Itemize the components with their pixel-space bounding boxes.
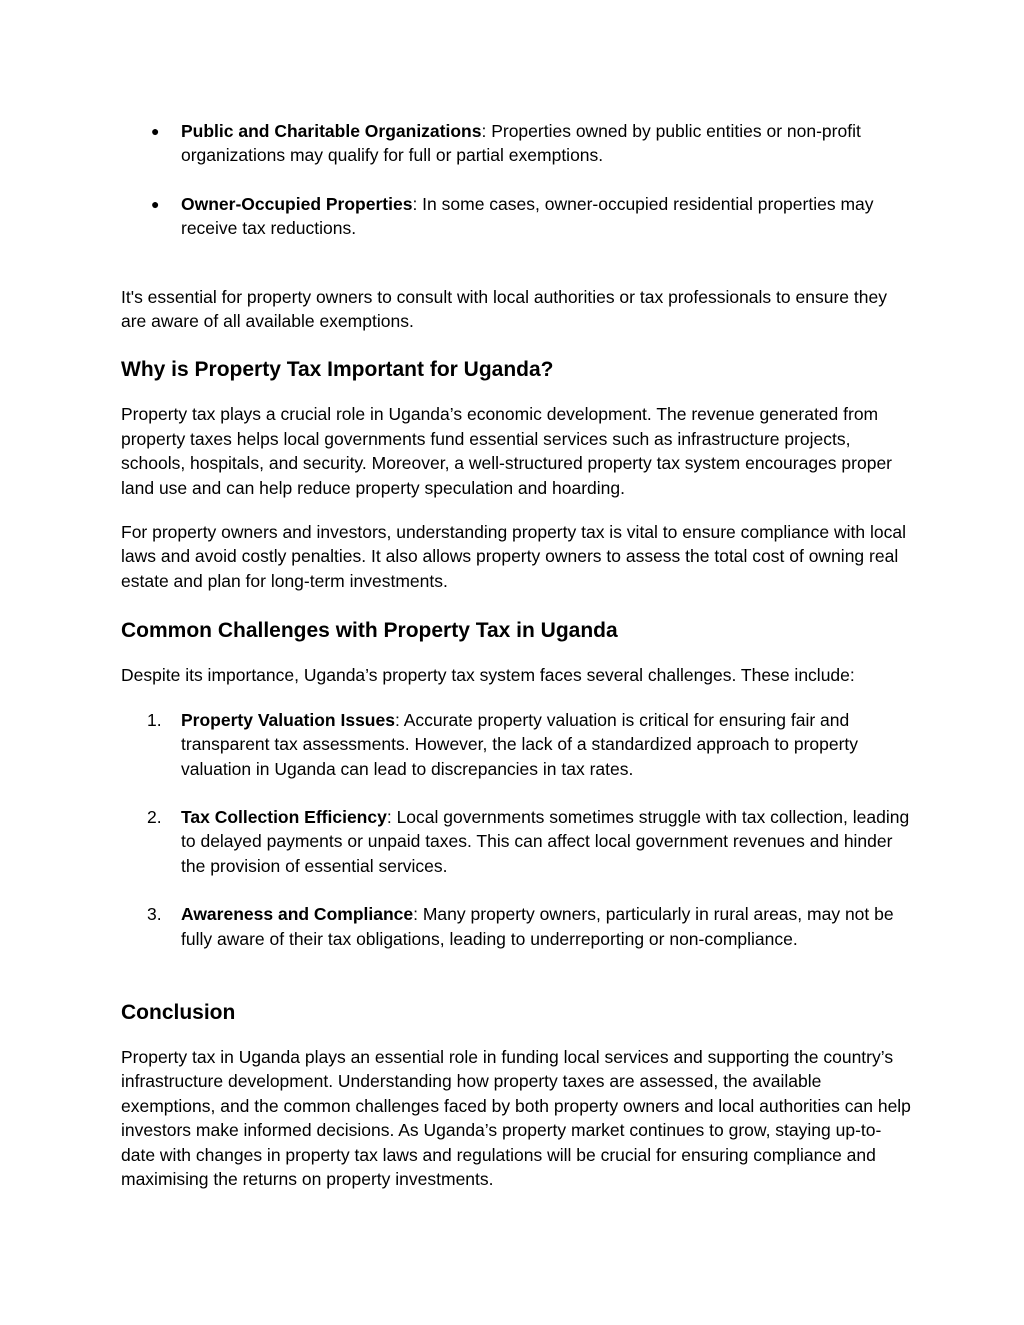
list-item — [121, 902, 911, 951]
list-item-title: Owner-Occupied Properties — [181, 193, 413, 214]
paragraph: Property tax in Uganda plays an essential role in funding local services and supporting the country’s infrastructure development. Understanding how property taxes are assessed, the available exemptions, and the common challenges faced by both property owners and local authorities can help investors make informed decisions. As Uganda’s property market continues to grow, staying up-to-date with changes in property tax laws and regulations will be crucial for ensuring compliance and maximising the returns on property investments. — [121, 1046, 911, 1189]
list-number: 3. — [147, 904, 162, 925]
paragraph: Despite its importance, Uganda’s property tax system faces several challenges. These include: — [121, 665, 855, 686]
list-item — [121, 119, 911, 168]
list-item-text: : Local governments sometimes struggle with tax collection, leading to delayed payments or unpaid taxes. This can affect local government revenues and hinder the provision of essential services. — [181, 806, 910, 876]
list-item-text: : Accurate property valuation is critical for ensuring fair and transparent tax assessments. However, the lack of a standardized approach to property valuation in Uganda can lead to discrepancies in tax rates. — [181, 709, 859, 779]
bullet-icon: ● — [151, 195, 160, 212]
list-number: 2. — [147, 806, 162, 827]
list-item-text: : In some cases, owner-occupied residential properties may receive tax reductions. — [181, 193, 874, 239]
section-heading-importance: Why is Property Tax Important for Uganda? — [121, 358, 554, 382]
list-item-text: : Many property owners, particularly in rural areas, may not be fully aware of their tax obligations, leading to underreporting or non-compliance. — [181, 904, 894, 949]
list-item-title: Tax Collection Efficiency — [181, 806, 387, 827]
exemptions-note: It's essential for property owners to consult with local authorities or tax professionals to ensure they are aware of all available exemptions. — [121, 286, 887, 332]
list-item-text: : Properties owned by public entities or non-profit organizations may qualify for full or partial exemptions. — [181, 121, 861, 166]
paragraph: Property tax plays a crucial role in Uganda’s economic development. The revenue generated from property taxes helps local governments fund essential services such as infrastructure projects, schools, hospitals, and security. Moreover, a well-structured property tax system encourages proper land use and can help reduce property speculation and hoarding. — [121, 404, 892, 498]
bullet-icon: ● — [151, 123, 160, 139]
document-page — [121, 119, 911, 1191]
list-item — [121, 805, 911, 878]
exemptions-list — [121, 119, 911, 241]
list-item-title: Awareness and Compliance — [181, 904, 414, 925]
list-item-title: Property Valuation Issues — [181, 709, 395, 730]
challenges-list — [121, 708, 911, 951]
list-number: 1. — [147, 709, 162, 730]
list-item — [121, 708, 911, 781]
section-heading-conclusion: Conclusion — [121, 1000, 236, 1024]
paragraph: For property owners and investors, understanding property tax is vital to ensure compliance with local laws and avoid costly penalties. It also allows property owners to assess the total cost of owning real estate and plan for long-term investments. — [121, 522, 906, 591]
section-heading-challenges: Common Challenges with Property Tax in Uganda — [121, 619, 618, 643]
list-item — [121, 192, 911, 241]
list-item-title: Public and Charitable Organizations — [181, 121, 482, 141]
